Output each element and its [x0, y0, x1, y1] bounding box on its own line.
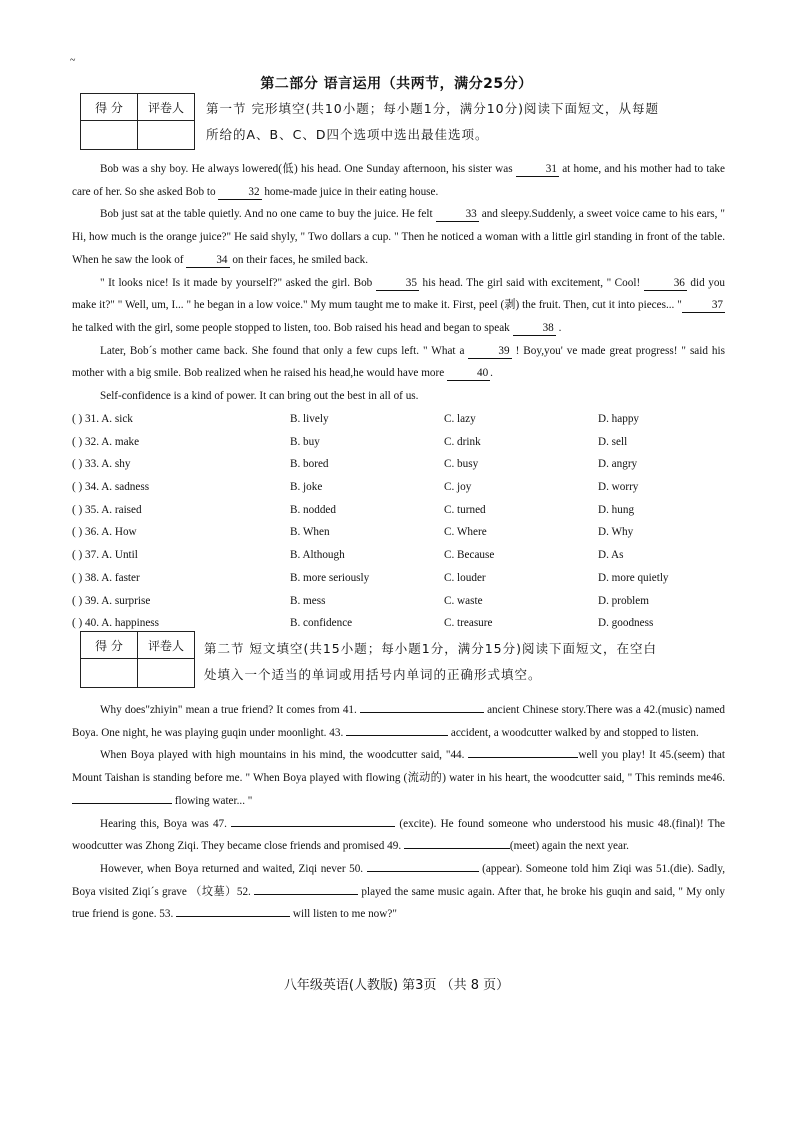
score-cell[interactable]	[81, 659, 138, 688]
answer-blank[interactable]: 40	[447, 366, 490, 381]
passage-text: he talked with the girl, some people stopped to listen, too. Bob raised his head and began to speak	[72, 321, 513, 334]
option-d[interactable]: D. more quietly	[598, 571, 669, 584]
passage-text: Bob was a shy boy. He always lowered(低) his head. One Sunday afternoon, his sister was	[100, 163, 516, 175]
passage-text: his head. The girl said with excitement, " Cool!	[418, 276, 644, 289]
passage-text: on their faces, he smiled back.	[229, 253, 369, 266]
option-a[interactable]: ( ) 40. A. happiness	[72, 617, 160, 630]
option-b[interactable]: B. When	[290, 526, 330, 539]
answer-blank[interactable]: 32	[218, 185, 261, 200]
option-c[interactable]: C. treasure	[444, 617, 493, 630]
option-c[interactable]: C. lazy	[444, 413, 476, 425]
option-c[interactable]: C. busy	[444, 458, 479, 471]
fill-blank-41[interactable]	[360, 712, 484, 713]
option-d[interactable]: D. Why	[598, 526, 634, 539]
section2-heading-line1: 第二节 短文填空(共15小题；每小题1分，满分15分)阅读下面短文，在空白	[204, 641, 657, 656]
option-a[interactable]: ( ) 31. A. sick	[72, 413, 133, 425]
cloze-passage	[72, 158, 725, 408]
option-c[interactable]: C. drink	[444, 435, 481, 448]
answer-blank[interactable]: 33	[436, 207, 479, 222]
option-a[interactable]: ( ) 37. A. Until	[72, 549, 138, 562]
option-d[interactable]: D. sell	[598, 435, 628, 448]
section2-heading-line2: 处填入一个适当的单词或用括号内单词的正确形式填空。	[204, 667, 542, 682]
grader-label: 评卷人	[138, 632, 195, 659]
passage-text: flowing water... "	[172, 794, 253, 807]
option-d[interactable]: D. goodness	[598, 617, 654, 630]
passage-text: well you play! It 45.(seem) that Mount Taishan is standing before me. " When Boya played with flowing (流动的) water in his heart, the woodcutter said, " This reminds me46.	[72, 749, 725, 785]
grader-cell[interactable]	[138, 659, 195, 688]
answer-blank[interactable]: 36	[644, 276, 687, 291]
option-d[interactable]: D. angry	[598, 458, 638, 471]
passage-text: Why does"zhiyin" mean a true friend? It comes from 41.	[100, 704, 360, 716]
option-b[interactable]: B. bored	[290, 458, 329, 471]
section1-heading-line2: 所给的A、B、C、D四个选项中选出最佳选项。	[206, 127, 489, 142]
passage-text: However, when Boya returned and waited, Ziqi never 50.	[100, 862, 367, 875]
passage-text: (meet) again the next year.	[509, 840, 629, 853]
option-b[interactable]: B. confidence	[290, 617, 353, 630]
option-b[interactable]: B. lively	[290, 413, 329, 425]
fill-blank-43[interactable]	[346, 735, 448, 736]
grader-label: 评卷人	[138, 94, 195, 121]
passage-paragraph	[72, 813, 725, 858]
answer-blank[interactable]: 37	[682, 298, 725, 313]
option-row	[72, 567, 732, 590]
passage-text: played the same music again. After that, he broke his guqin and said, " My only true friend is gone. 53.	[72, 885, 725, 921]
fill-blank-47[interactable]	[231, 826, 395, 827]
page-mark: ~	[70, 55, 76, 66]
option-row	[72, 590, 732, 613]
score-box	[80, 631, 195, 688]
option-row	[72, 476, 732, 499]
score-box	[80, 93, 195, 150]
option-b[interactable]: B. nodded	[290, 503, 336, 516]
answer-blank[interactable]: 34	[186, 253, 229, 268]
option-a[interactable]: ( ) 32. A. make	[72, 435, 140, 448]
option-c[interactable]: C. Because	[444, 549, 495, 562]
passage-text: home-made juice in their eating house.	[261, 185, 439, 198]
passage-text: Later, Bob´s mother came back. She found that only a few cups left. " What a	[100, 344, 469, 357]
part-title: 第二部分 语言运用（共两节，满分25分）	[260, 76, 533, 92]
option-d[interactable]: D. worry	[598, 481, 639, 494]
option-a[interactable]: ( ) 33. A. shy	[72, 458, 131, 471]
section1-heading-line1: 第一节 完形填空(共10小题；每小题1分，满分10分)阅读下面短文，从每题	[206, 101, 659, 116]
passage-text: .	[490, 367, 493, 380]
fill-blank-49[interactable]	[404, 848, 510, 849]
option-b[interactable]: B. Although	[290, 549, 345, 562]
options-list	[72, 408, 732, 635]
passage-paragraph	[72, 272, 725, 340]
option-d[interactable]: D. As	[598, 549, 624, 562]
option-row	[72, 499, 732, 522]
option-row	[72, 544, 732, 567]
option-a[interactable]: ( ) 36. A. How	[72, 526, 137, 539]
page-footer: 八年级英语(人教版) 第3页 （共 8 页）	[283, 978, 510, 993]
score-label: 得 分	[81, 94, 138, 121]
fill-blank-44[interactable]	[468, 757, 578, 758]
fill-blank-53[interactable]	[176, 916, 290, 917]
passage-paragraph	[72, 699, 725, 744]
option-b[interactable]: B. mess	[290, 594, 326, 607]
option-row	[72, 453, 732, 476]
option-row	[72, 408, 732, 431]
passage-paragraph	[72, 340, 725, 385]
score-label: 得 分	[81, 632, 138, 659]
passage-paragraph	[72, 744, 725, 812]
option-a[interactable]: ( ) 39. A. surprise	[72, 594, 151, 607]
option-b[interactable]: B. joke	[290, 481, 323, 494]
option-c[interactable]: C. waste	[444, 594, 483, 607]
passage-text: at home, and his mother had to take care of her. So she asked Bob to	[72, 163, 725, 198]
grader-cell[interactable]	[138, 121, 195, 150]
passage-text: and sleepy.Suddenly, a sweet voice came to his ears, " Hi, how much is the orange juice?" He said shyly, " Two dollars a cup. " Then he noticed a woman with a little girl standing in front of the table. When he saw the look of	[72, 208, 725, 266]
option-d[interactable]: D. happy	[598, 413, 640, 425]
passage-paragraph: Self-confidence is a kind of power. It can bring out the best in all of us.	[100, 390, 419, 403]
answer-blank[interactable]: 31	[516, 162, 559, 177]
option-d[interactable]: D. problem	[598, 594, 649, 607]
option-row	[72, 431, 732, 454]
fill-blank-passage	[72, 699, 725, 926]
answer-blank[interactable]: 39	[468, 344, 511, 359]
section1-heading	[206, 96, 726, 148]
score-cell[interactable]	[81, 121, 138, 150]
passage-paragraph	[72, 158, 725, 203]
option-b[interactable]: B. more seriously	[290, 571, 370, 584]
fill-blank-52[interactable]	[254, 894, 358, 895]
option-d[interactable]: D. hung	[598, 503, 635, 516]
passage-text: did you make it?" " Well, um, I... " he began in a low voice." My mum taught me to make it. First, peel (剥) the fruit. Then, cut it into pieces... "	[72, 276, 726, 312]
option-c[interactable]: C. joy	[444, 481, 472, 494]
passage-text: (appear). Someone told him Ziqi was 51.(die). Sadly, Boya visited Ziqi´s grave （坟墓）52.	[72, 862, 726, 898]
option-c[interactable]: C. turned	[444, 503, 486, 516]
passage-paragraph	[72, 858, 725, 926]
answer-blank[interactable]: 38	[513, 321, 556, 336]
passage-text: .	[555, 321, 562, 334]
answer-blank[interactable]: 35	[376, 276, 419, 291]
section2-heading	[204, 636, 729, 688]
option-row	[72, 521, 732, 544]
fill-blank-50[interactable]	[367, 871, 479, 872]
passage-text: Hearing this, Boya was 47.	[100, 817, 232, 830]
option-a[interactable]: ( ) 38. A. faster	[72, 571, 140, 584]
option-c[interactable]: C. louder	[444, 571, 486, 584]
option-a[interactable]: ( ) 34. A. sadness	[72, 481, 150, 494]
option-b[interactable]: B. buy	[290, 435, 320, 448]
passage-text: ancient Chinese story.There was a 42.(music) named Boya. One night, he was playing guqin under moonlight. 43.	[72, 704, 725, 739]
passage-text: When Boya played with high mountains in his mind, the woodcutter said, "44.	[100, 749, 469, 762]
passage-text: " It looks nice! Is it made by yourself?" asked the girl. Bob	[100, 276, 376, 289]
fill-blank-46[interactable]	[72, 803, 172, 804]
passage-text: (excite). He found someone who understood his music 48.(final)! The woodcutter was Zhong Ziqi. They became close friends and promised 49.	[72, 817, 725, 853]
passage-text: ! Boy,you' ve made great progress! " said his mother with a big smile. Bob realized when he raised his head,he would have more	[72, 344, 725, 380]
option-a[interactable]: ( ) 35. A. raised	[72, 503, 142, 516]
option-c[interactable]: C. Where	[444, 526, 487, 539]
passage-paragraph	[72, 203, 725, 271]
passage-text: will listen to me now?"	[290, 908, 397, 921]
passage-text: Bob just sat at the table quietly. And no one came to buy the juice. He felt	[100, 208, 436, 221]
passage-text: accident, a woodcutter walked by and stopped to listen.	[448, 726, 699, 739]
